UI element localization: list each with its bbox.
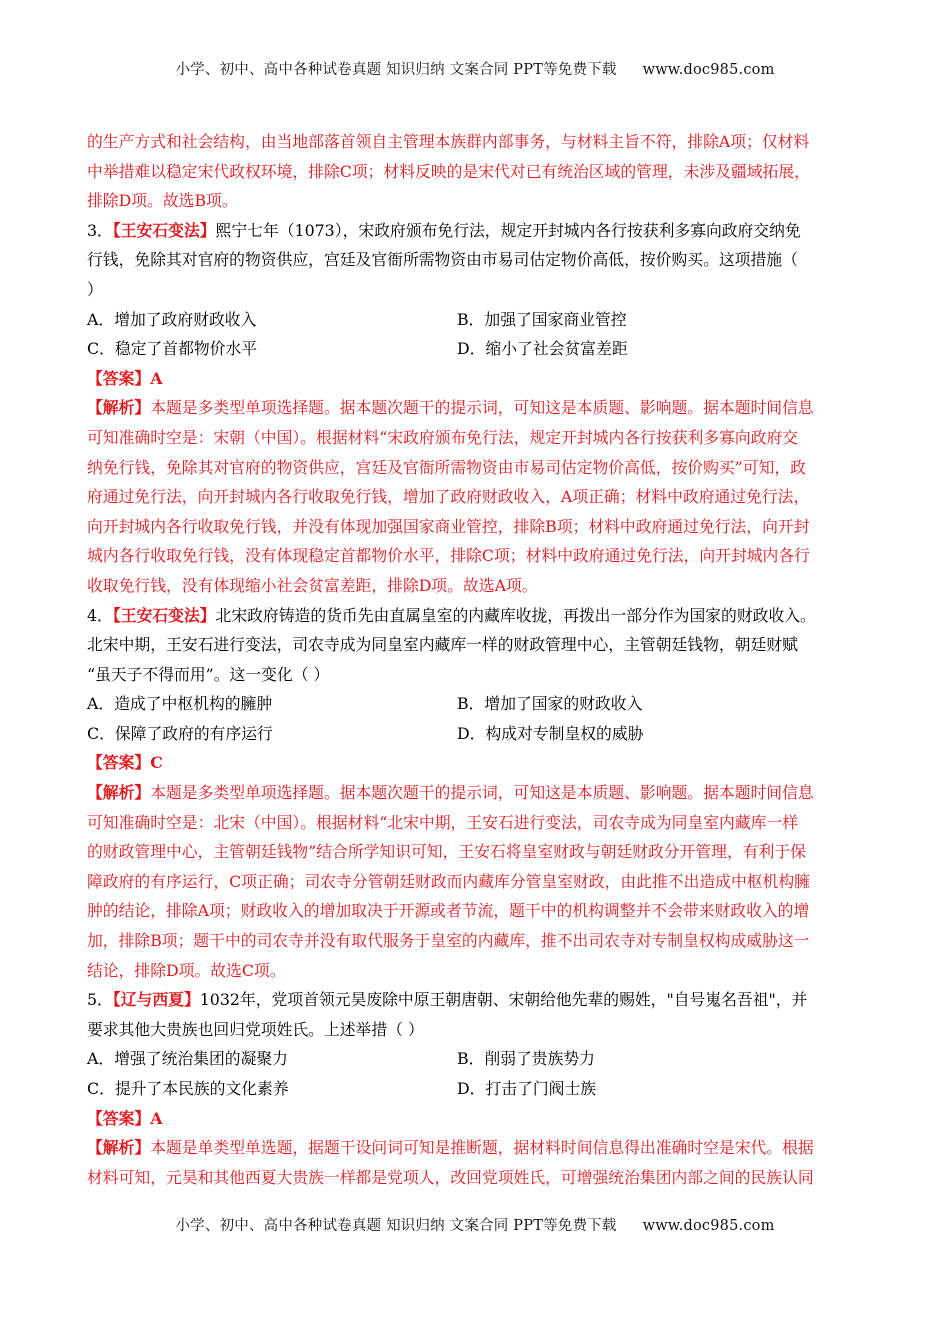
analysis-line: 向开封城内各行收取免行钱，并没有体现加强国家商业管控，排除B项；材料中政府通过免行法，向开封 bbox=[87, 516, 810, 536]
question-number: 5． bbox=[87, 990, 113, 1010]
analysis-line: 材料可知，元昊和其他西夏大贵族一样都是党项人，改回党项姓氏，可增强统治集团内部之间的民族认同 bbox=[87, 1167, 814, 1187]
option-d: D．缩小了社会贫富差距 bbox=[457, 339, 628, 359]
question-3 bbox=[87, 216, 865, 601]
question-stem-line: 行钱，免除其对官府的物资供应，宫廷及官衙所需物资由市易司估定物价高低，按价购买。这项措施（ bbox=[87, 250, 798, 270]
analysis-line: 府通过免行法，向开封城内各行收取免行钱，增加了政府财政收入，A项正确；材料中政府通过免行法， bbox=[87, 487, 810, 507]
answer-line bbox=[87, 748, 865, 778]
options-row bbox=[87, 1074, 865, 1104]
question-number: 4． bbox=[87, 605, 113, 625]
option-d: D．打击了门阀士族 bbox=[457, 1079, 597, 1098]
answer-value: C bbox=[150, 753, 163, 773]
question-5 bbox=[87, 985, 865, 1192]
question-stem-line bbox=[87, 216, 865, 246]
analysis-text: 本题是单类型单选题，据题干设问词可知是推断题，据材料时间信息得出准确时空是宋代。根据 bbox=[150, 1138, 814, 1158]
page-footer bbox=[0, 1214, 950, 1235]
option-b: B．加强了国家商业管控 bbox=[457, 309, 627, 329]
analysis-label: 【解析】 bbox=[87, 783, 151, 803]
analysis-line: 的财政管理中心，主管朝廷钱物”结合所学知识可知，王安石将皇室财政与朝廷财政分开管理，有利于保 bbox=[87, 842, 806, 862]
intro-line: 的生产方式和社会结构，由当地部落首领自主管理本族群内部事务，与材料主旨不符，排除A项；仅材料 bbox=[87, 132, 810, 151]
analysis-line: 障政府的有序运行，C项正确；司农寺分管朝廷财政而内藏库分管皇室财政，由此推不出造成中枢机构臃 bbox=[87, 871, 810, 891]
answer-value: A bbox=[150, 368, 163, 388]
question-tag: 【王安石变法】 bbox=[112, 605, 216, 625]
analysis-line bbox=[87, 778, 865, 808]
header-site-link[interactable]: www.doc985.com bbox=[642, 62, 775, 78]
answer-label: 【答案】 bbox=[87, 368, 151, 388]
analysis-label: 【解析】 bbox=[87, 1138, 151, 1158]
analysis-line: 加，排除B项；题干中的司农寺并没有取代服务于皇室的内藏库，推不出司农寺对专制皇权构成威胁这一 bbox=[87, 931, 810, 951]
question-tag: 【辽与西夏】 bbox=[112, 990, 200, 1010]
question-number: 3． bbox=[87, 220, 113, 240]
analysis-line bbox=[87, 1133, 865, 1163]
question-stem-line: 要求其他大贵族也回归党项姓氏。上述举措（ ） bbox=[87, 1019, 424, 1039]
option-c: C．稳定了首都物价水平 bbox=[87, 339, 258, 359]
options-row bbox=[87, 719, 865, 749]
answer-value: A bbox=[150, 1108, 163, 1128]
analysis-line bbox=[87, 393, 865, 423]
intro-line: 排除D项。故选B项。 bbox=[87, 191, 238, 211]
intro-line: 中举措难以稳定宋代政权环境，排除C项；材料反映的是宋代对已有统治区域的管理，未涉及疆域拓展， bbox=[87, 161, 810, 181]
option-d: D．构成对专制皇权的威胁 bbox=[457, 723, 644, 743]
options-row bbox=[87, 1044, 865, 1074]
analysis-label: 【解析】 bbox=[87, 398, 151, 418]
question-stem-line: ） bbox=[87, 279, 103, 299]
question-stem-line: “虽天子不得而用”。这一变化（ ） bbox=[87, 664, 330, 684]
question-stem-line bbox=[87, 985, 865, 1015]
option-a: A．增加了政府财政收入 bbox=[87, 309, 257, 329]
option-b: B．增加了国家的财政收入 bbox=[457, 694, 643, 714]
analysis-text: 本题是多类型单项选择题。据本题次题干的提示词，可知这是本质题、影响题。据本题时间信息 bbox=[150, 398, 814, 418]
footer-site-link[interactable]: www.doc985.com bbox=[642, 1218, 775, 1234]
stem-text: 北宋政府铸造的货币先由直属皇室的内藏库收拢，再拨出一部分作为国家的财政收入。 bbox=[215, 605, 816, 625]
header-text: 小学、初中、高中各种试卷真题 知识归纳 文案合同 PPT等免费下载 bbox=[175, 62, 617, 78]
options-row bbox=[87, 305, 865, 335]
stem-text: 熙宁七年（1073），宋政府颁布免行法，规定开封城内各行按获利多寡向政府交纳免 bbox=[215, 220, 801, 240]
option-a: A．造成了中枢机构的臃肿 bbox=[87, 694, 273, 714]
option-b: B．削弱了贵族势力 bbox=[457, 1049, 595, 1069]
analysis-line: 可知准确时空是：北宋（中国）。根据材料“北宋中期，王安石进行变法，司农寺成为同皇室内藏库一样 bbox=[87, 812, 799, 832]
answer-label: 【答案】 bbox=[87, 1108, 151, 1128]
question-tag: 【王安石变法】 bbox=[112, 220, 216, 240]
option-a: A．增强了统治集团的凝聚力 bbox=[87, 1049, 288, 1069]
answer-label: 【答案】 bbox=[87, 753, 151, 773]
analysis-line: 结论，排除D项。故选C项。 bbox=[87, 960, 286, 980]
document-body bbox=[87, 127, 865, 1192]
analysis-text: 本题是多类型单项选择题。据本题次题干的提示词，可知这是本质题、影响题。据本题时间信息 bbox=[150, 783, 814, 803]
options-row bbox=[87, 689, 865, 719]
stem-text: 1032年，党项首领元昊废除中原王朝唐朝、宋朝给他先辈的赐姓，"自号嵬名吾祖"，并 bbox=[199, 990, 808, 1010]
options-row bbox=[87, 334, 865, 364]
question-4 bbox=[87, 601, 865, 986]
option-c: C．保障了政府的有序运行 bbox=[87, 723, 273, 743]
question-stem-line bbox=[87, 601, 865, 631]
option-c: C．提升了本民族的文化素养 bbox=[87, 1079, 289, 1098]
analysis-line: 可知准确时空是：宋朝（中国）。根据材料“宋政府颁布免行法，规定开封城内各行按获利多寡向政府交 bbox=[87, 427, 799, 447]
page-header bbox=[0, 58, 950, 79]
analysis-line: 肿的结论，排除A项；财政收入的增加取决于开源或者节流，题干中的机构调整并不会带来财政收入的增 bbox=[87, 901, 810, 921]
analysis-line: 纳免行钱，免除其对官府的物资供应，宫廷及官衙所需物资由市易司估定物价高低，按价购买”可知，政 bbox=[87, 457, 806, 477]
footer-text: 小学、初中、高中各种试卷真题 知识归纳 文案合同 PPT等免费下载 bbox=[175, 1218, 617, 1234]
analysis-line: 收取免行钱，没有体现缩小社会贫富差距，排除D项。故选A项。 bbox=[87, 575, 538, 595]
answer-line bbox=[87, 364, 865, 394]
question-stem-line: 北宋中期，王安石进行变法，司农寺成为同皇室内藏库一样的财政管理中心，主管朝廷钱物，朝廷财赋 bbox=[87, 635, 798, 655]
answer-line bbox=[87, 1104, 865, 1134]
analysis-line: 城内各行收取免行钱，没有体现稳定首都物价水平，排除C项；材料中政府通过免行法，向开封城内各行 bbox=[87, 546, 810, 566]
